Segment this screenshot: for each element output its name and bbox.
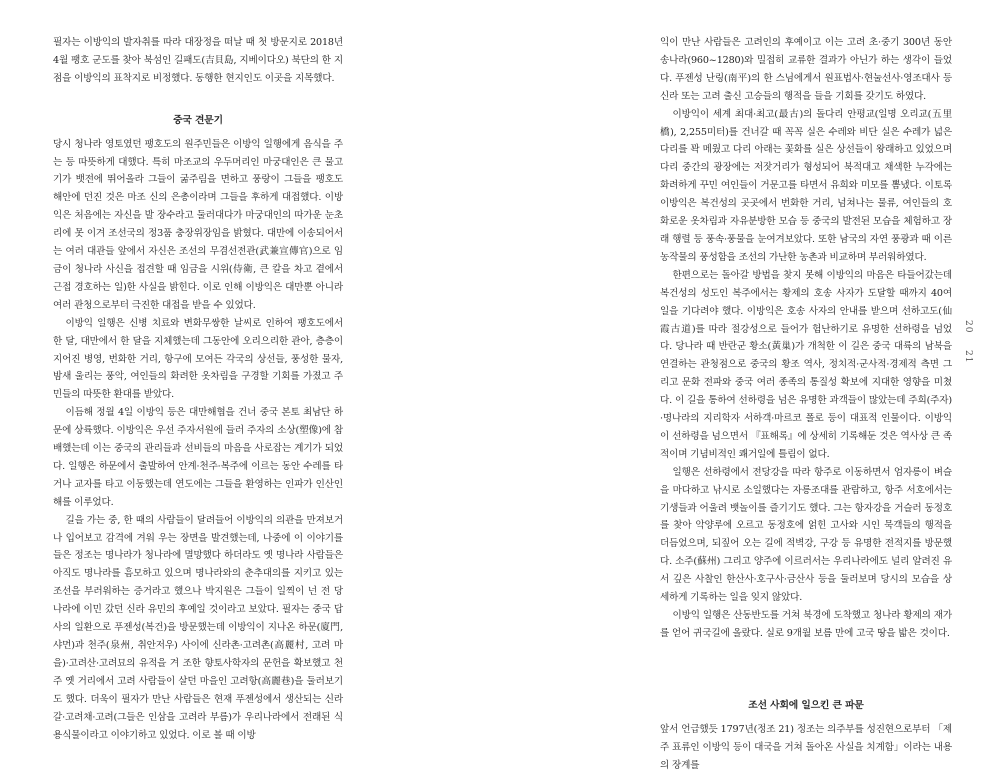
- page-numbers: [963, 320, 983, 380]
- left-paragraph-3: 이듬해 정월 4일 이방익 등은 대만해협을 건너 중국 본토 최남단 하문에 상륙했다. 이방익은 우선 주자서원에 들러 주자의 소상(塑像)에 참배했는데 이는 중국의 관리들과 선비들의 마음을 사로잡는 계기가 되었다. 일행은 하문에서 출발하여 안계·천주·복주에 이르는 동안 수레를 타거나 교자를 타고 이동했는데 연도에는 그들을 환영하는 인파가 인산인해를 이루었다.: [53, 407, 343, 508]
- left-paragraph-4: 길을 가는 중, 한 때의 사람들이 달려들어 이방익의 의관을 만져보거나 입어보고 감격에 겨워 우는 장면을 발견했는데, 나중에 이 이야기를 들은 정조는 명나라가 청나라에 멸망했다 하더라도 옛 명나라 사람들은 아직도 명나라를 흠모하고 있으며 명나라와의 춘추대의를 지키고 있는 조선을 부러워하는 증거라고 했으나 박지원은 그들이 일찍이 넌 전 당나라에 이민 갔던 신라 유민의 후예일 것이라고 보았다. 필자는 중국 답사의 일환으로 푸젠성(복건)을 방문했는데 이방익이 지나온 하문(廈門, 샤먼)과 천주(泉州, 취안저우) 사이에 신라촌·고려촌(高麗村, 고려 마을)·고려산·고려묘의 유적을 겨 조한 향토사학자의 문헌을 확보했고 천주 옛 거리에서 고려 사람들이 살던 마을인 고려항(高麗巷)을 둘러보기도 했다. 더욱이 필자가 만난 사람들은 현재 푸젠성에서 생산되는 신라갈·고려채·고려(그들은 인삼을 고려라 부름)가 우리나라에서 전래된 식용식물이라고 이야기하고 있었다. 이로 볼 때 이방: [53, 514, 343, 741]
- left-paragraph-1: 당시 청나라 영토였던 팽호도의 원주민들은 이방익 일행에게 음식을 주는 등 따뜻하게 대했다. 특히 마조교의 우두머리인 마궁대인은 큰 물고기가 뱃전에 뛰어올라 그들이 굶주림을 면하고 풍랑이 그들을 팽호도 해안에 던진 것은 마조 신의 은총이라며 그들을 후하게 대접했다. 이방익은 처음에는 자신을 발 장수라고 둘러대다가 마궁대인의 따가운 눈초리에 못 이겨 조선국의 정3품 충장위장임을 밝혔다. 대만에 이송되어서는 여러 대관들 앞에서 자신은 조선의 무겸선전관(武兼宣傳官)으로 임금이 청나라 사신을 접견할 때 임금을 시위(侍衛, 큰 칼을 차고 곁에서 근접 경호하는 일)한 사실을 밝힌다. 이로 인해 이방익은 대만뿐 아니라 여러 관청으로부터 극진한 대접을 받을 수 있었다.: [53, 138, 343, 311]
- left-paragraph-2: 이방익 일행은 신병 치료와 변화무쌍한 날씨로 인하여 팽호도에서 한 달, 대만에서 한 달을 지체했는데 그동안에 오리으리한 관아, 층층이 지어진 병영, 번화한 거리, 항구에 모여든 각국의 상선들, 풍성한 물자, 밤새 울리는 풍악, 여인들의 화려한 옷차림을 구경할 기회를 가졌고 주민들의 따뜻한 환대를 받았다.: [53, 317, 343, 401]
- left-intro-paragraph: 필자는 이방익의 발자취를 따라 대장정을 떠날 때 첫 방문지로 2018년 4월 팽호 군도를 찾아 북섬인 길패도(吉貝島, 지베이다오) 북단의 한 지점을 이방익의 표착지로 비정했다. 동행한 현지인도 이곳을 지목했다.: [53, 37, 343, 84]
- right-paragraph-1: 익이 만난 사람들은 고려인의 후예이고 이는 고려 초·중기 300년 동안 송나라(960~1280)와 밀접히 교류한 결과가 아닌가 하는 생각이 들었다. 푸젠성 난링(南平)의 한 스님에게서 원표법사·현눌선사·영조대사 등 신라 또는 고려 출신 고승들의 행적을 들을 기회를 갖기도 하였다.: [660, 37, 952, 102]
- section-title-china-travelogue: 중국 견문기: [173, 114, 223, 126]
- page-number-right: 21: [963, 350, 973, 364]
- right-paragraph-3: 한편으로는 돌아갈 방법을 찾지 못해 이방익의 마음은 타들어갔는데 복건성의 성도인 복주에서는 황제의 호송 사자가 도달할 때까지 40여 일을 기다려야 했다. 이방익은 호송 사자의 안내를 받으며 선하고도(仙霞古道)를 따라 절강성으로 들어가 험난하기로 유명한 선하령을 넘었다. 당나라 때 반란군 황소(黃巢)가 개척한 이 길은 중국 대륙의 남북을 연결하는 관청점으로 중국의 황조 역사, 정치적·군사적·경제적 측면 그리고 문화 전파와 중국 여러 종족의 통질성 확보에 지대한 영향을 미쳤다. 이 길을 통하여 선하령을 넘은 유명한 과객들이 많았는데 주희(주자)·명나라의 지리학자 서하객·마르코 폴로 등이 대표적 인물이다. 이방익이 선하령을 넘으면서 『표해록』에 상세히 기록해둔 것은 역사상 큰 족적이며 기념비적인 쾌거일에 틀림이 없다.: [660, 269, 952, 460]
- left-page: [53, 34, 343, 744]
- right-closing-paragraph: 앞서 언급했듯 1797년(정조 21) 정조는 의주부를 성진현으로부터 「제주 표류인 이방익 등이 대국을 거쳐 돌아온 사실을 치계함」이라는 내용의 장계를: [660, 723, 952, 771]
- section-title-joseon-impact: 조선 사회에 일으킨 큰 파문: [748, 699, 864, 711]
- page-number-left: 20: [963, 320, 973, 334]
- right-paragraph-4: 일행은 선하령에서 전당강을 따라 항주로 이동하면서 엄자릉이 벼슬을 마다하고 낚시로 소일했다는 자릉조대를 관람하고, 항주 서호에서는 기생들과 어울려 뱃놀이를 즐기기도 했다. 그는 항자강을 거슬러 동정호를 찾아 악양루에 오르고 동정호에 얽힌 고사와 시인 묵객들의 행적을 더듬었으며, 되짚어 오는 길에 적벽강, 구강 등 유명한 전적지를 방문했다. 소주(蘇州) 그리고 양주에 이르러서는 우리나라에도 널리 알려진 유서 깊은 사찰인 한산사·호구사·금산사 등을 둘러보며 당시의 모습을 상세하게 기록하는 일을 잊지 않았다.: [660, 466, 952, 604]
- right-paragraph-5: 이방익 일행은 산동반도를 거쳐 북경에 도착했고 청나라 황제의 재가를 얻어 귀국길에 올랐다. 실로 9개월 보름 만에 고국 땅을 밟은 것이다.: [660, 610, 952, 639]
- right-paragraph-2: 이방익이 세계 최대·최고(最古)의 돌다리 안평교(일명 오리교(五里橋), 2,255미터)를 건너갈 때 꼭꼭 실은 수레와 비단 실은 수레가 넓은 다리를 꽉 메웠고 다리 아래는 꽃화를 실은 상선들이 왕래하고 있었으며 다리 중간의 광장에는 저잣거리가 형성되어 북적대고 채색한 누각에는 화려하게 꾸민 여인들이 거문고를 타면서 유희와 미모를 뽐냈다. 이토록 이방익은 복건성의 곳곳에서 번화한 거리, 넘쳐나는 물류, 여인들의 호화로운 옷차림과 자유분방한 모습 등 중국의 발전된 모습을 체험하고 장래 행렬 등 풍속·풍물을 눈여겨보았다. 또한 남국의 자연 풍광과 때 이른 농작물의 풍성함을 조선의 가난한 농촌과 비교하며 부러워하였다.: [660, 108, 952, 263]
- right-page: [660, 34, 952, 774]
